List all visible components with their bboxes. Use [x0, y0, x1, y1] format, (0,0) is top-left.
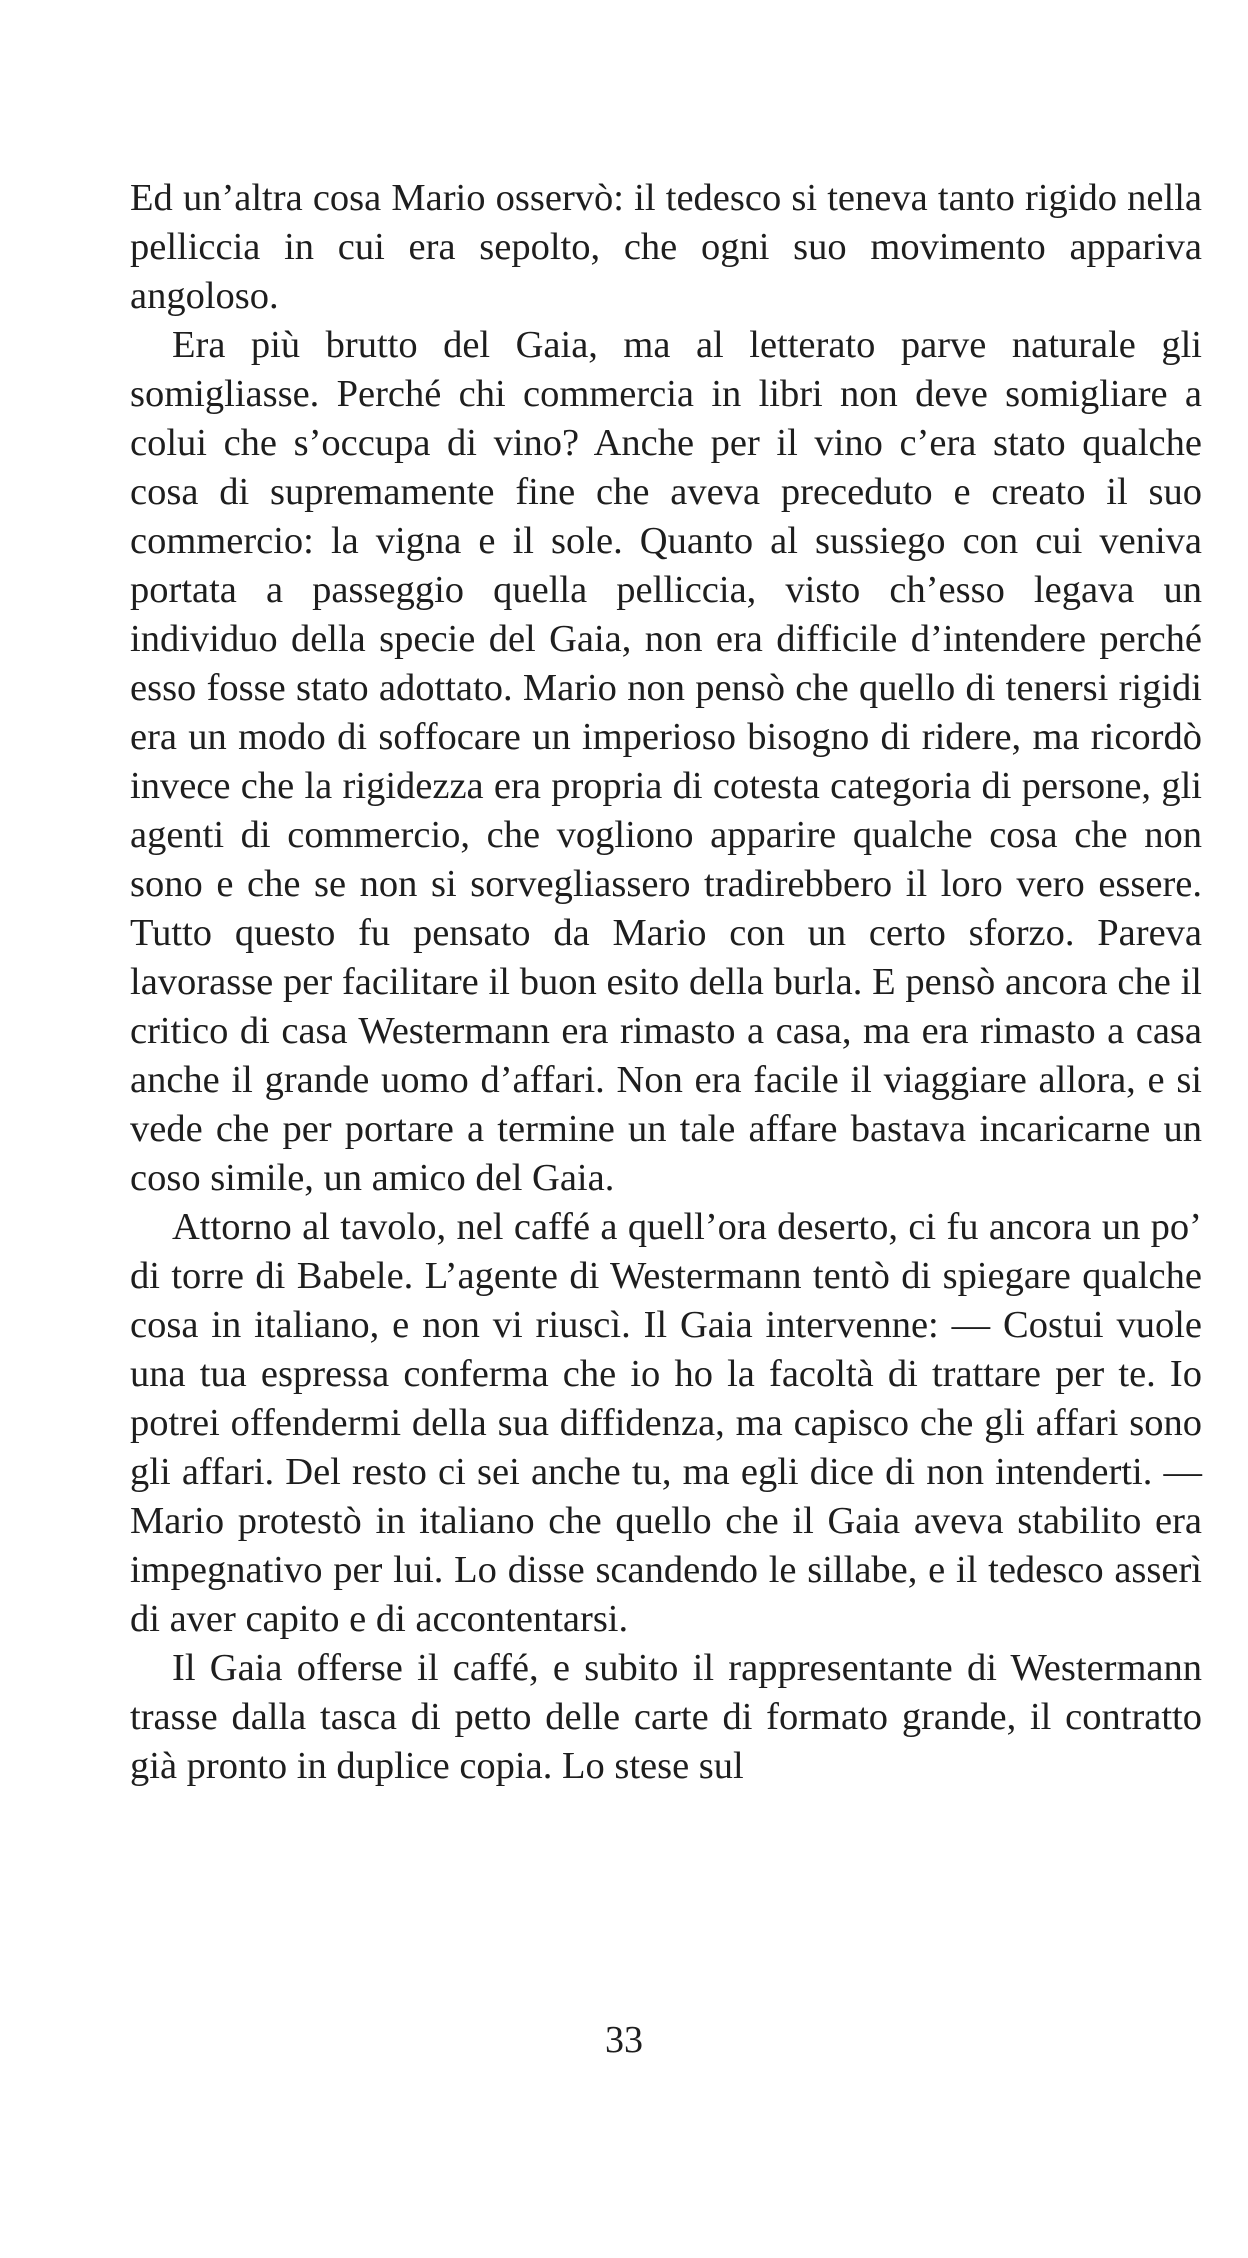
paragraph-1: Ed un’altra cosa Mario osservò: il tedesco si teneva tanto rigido nella pelliccia in cui era sepolto, che ogni suo movimento appariva angoloso. — [130, 177, 1202, 317]
page-number: 33 — [605, 2019, 643, 2061]
paragraph-2: Era più brutto del Gaia, ma al letterato parve naturale gli somigliasse. Perché chi commercia in libri non deve somigliare a colui che s’occupa di vino? Anche per il vino c’era stato qualche cosa di supremamente fine che aveva preceduto e creato il suo commercio: la vigna e il sole. Quanto al sussiego con cui veniva portata a passeggio quella pelliccia, visto ch’esso legava un individuo della specie del Gaia, non era difficile d’intendere perché esso fosse stato adottato. Mario non pensò che quello di tenersi rigidi era un modo di soffocare un imperioso bisogno di ridere, ma ricordò invece che la rigidezza era propria di cotesta categoria di persone, gli agenti di commercio, che vogliono apparire qualche cosa che non sono e che se non si sorvegliassero tradirebbero il loro vero essere. Tutto questo fu pensato da Mario con un certo sforzo. Pareva lavorasse per facilitare il buon esito della burla. E pensò ancora che il critico di casa Westermann era rimasto a casa, ma era rimasto a casa anche il grande uomo d’affari. Non era facile il viaggiare allora, e si vede che per portare a termine un tale affare bastava incaricarne un coso simile, un amico del Gaia. — [130, 324, 1202, 1199]
paragraph-4: Il Gaia offerse il caffé, e subito il rappresentante di Westermann trasse dalla tasca di petto delle carte di formato grande, il contratto già pronto in duplice copia. Lo stese sul — [130, 1647, 1202, 1787]
body-text — [130, 174, 1202, 1791]
paragraph-3: Attorno al tavolo, nel caffé a quell’ora deserto, ci fu ancora un po’ di torre di Babele. L’agente di Westermann tentò di spiegare qualche cosa in italiano, e non vi riuscì. Il Gaia intervenne: — Costui vuole una tua espressa conferma che io ho la facoltà di trattare per te. Io potrei offendermi della sua diffidenza, ma capisco che gli affari sono gli affari. Del resto ci sei anche tu, ma egli dice di non intenderti. — Mario protestò in italiano che quello che il Gaia aveva stabilito era impegnativo per lui. Lo disse scandendo le sillabe, e il tedesco asserì di aver capito e di accontentarsi. — [130, 1206, 1202, 1640]
